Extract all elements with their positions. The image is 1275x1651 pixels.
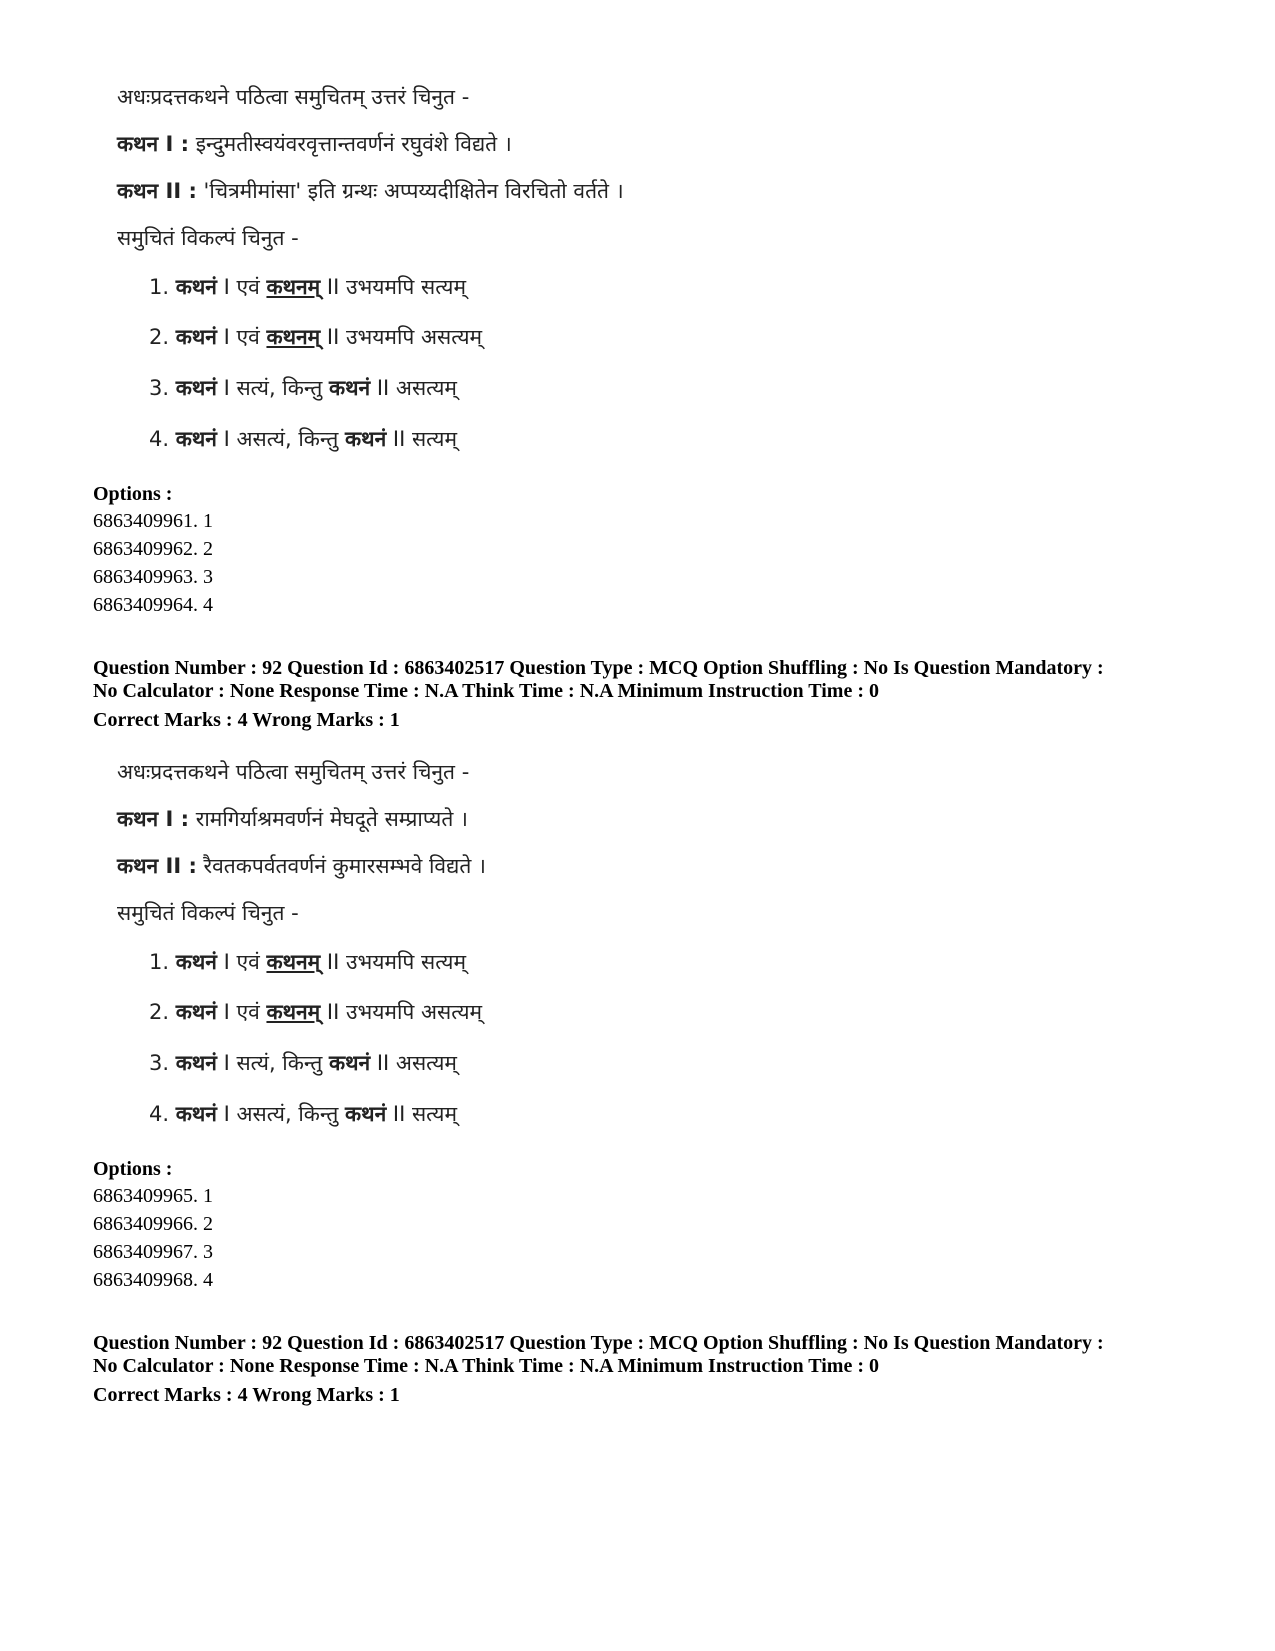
choice-end: II असत्यम् bbox=[370, 1051, 457, 1075]
choice-term-a: कथनं bbox=[175, 376, 217, 400]
choice-term-a: कथनं bbox=[175, 1102, 217, 1126]
choice-term-a: कथनं bbox=[175, 1051, 217, 1075]
choice-number: 2. bbox=[149, 1000, 170, 1024]
choice-number: 4. bbox=[149, 1102, 170, 1126]
statement-2-text: रैवतकपर्वतवर्णनं कुमारसम्भवे विद्यते । bbox=[203, 854, 486, 878]
choice-1 bbox=[149, 272, 466, 302]
choice-end: II उभयमपि असत्यम् bbox=[320, 1000, 483, 1024]
choose-prompt: समुचितं विकल्पं चिनुत - bbox=[117, 226, 299, 250]
choice-number: 3. bbox=[149, 376, 170, 400]
choice-term-b: कथनम् bbox=[266, 950, 321, 974]
instruction: अधःप्रदत्तकथने पठित्वा समुचितम् उत्तरं चिनुत - bbox=[117, 760, 470, 784]
option-3: 6863409967. 3 bbox=[93, 1241, 213, 1263]
option-1: 6863409961. 1 bbox=[93, 510, 213, 532]
choice-term-a: कथनं bbox=[175, 325, 217, 349]
option-4: 6863409964. 4 bbox=[93, 594, 213, 616]
statement-1-label: कथन I : bbox=[117, 132, 190, 156]
statement-1-text: रामगिर्याश्रमवर्णनं मेघदूते सम्प्राप्यते । bbox=[195, 807, 468, 831]
choice-number: 2. bbox=[149, 325, 170, 349]
choice-number: 1. bbox=[149, 950, 170, 974]
choice-3 bbox=[149, 1048, 457, 1078]
choice-term-b: कथनं bbox=[345, 427, 387, 451]
choice-end: II सत्यम् bbox=[386, 1102, 457, 1126]
options-label: Options : bbox=[93, 483, 173, 505]
choice-end: II असत्यम् bbox=[370, 376, 457, 400]
choice-mid: I एवं bbox=[216, 275, 267, 299]
choice-term-a: कथनं bbox=[175, 275, 217, 299]
choice-2 bbox=[149, 322, 482, 352]
choice-end: II उभयमपि असत्यम् bbox=[320, 325, 483, 349]
statement-2-label: कथन II : bbox=[117, 179, 197, 203]
choice-end: II उभयमपि सत्यम् bbox=[320, 950, 467, 974]
statement-2 bbox=[117, 176, 624, 206]
choice-term-b: कथनं bbox=[328, 376, 371, 400]
choice-mid: I असत्यं, किन्तु bbox=[216, 1102, 346, 1126]
choice-mid: I असत्यं, किन्तु bbox=[216, 427, 346, 451]
question-meta-line-2: No Calculator : None Response Time : N.A Think Time : N.A Minimum Instruction Time : 0 bbox=[93, 680, 879, 702]
choice-2 bbox=[149, 997, 482, 1027]
question-meta-line-2: No Calculator : None Response Time : N.A Think Time : N.A Minimum Instruction Time : 0 bbox=[93, 1355, 879, 1377]
option-3: 6863409963. 3 bbox=[93, 566, 213, 588]
question-meta-line-1: Question Number : 92 Question Id : 6863402517 Question Type : MCQ Option Shuffling : No Is Question Mandatory : bbox=[93, 1332, 1104, 1354]
choice-end: II सत्यम् bbox=[386, 427, 457, 451]
option-1: 6863409965. 1 bbox=[93, 1185, 213, 1207]
choice-term-a: कथनं bbox=[175, 950, 217, 974]
choice-mid: I एवं bbox=[216, 325, 267, 349]
choice-term-b: कथनम् bbox=[266, 275, 321, 299]
choice-4 bbox=[149, 424, 457, 454]
statement-1-text: इन्दुमतीस्वयंवरवृत्तान्तवर्णनं रघुवंशे विद्यते । bbox=[195, 132, 512, 156]
question-marks: Correct Marks : 4 Wrong Marks : 1 bbox=[93, 709, 400, 731]
statement-1 bbox=[117, 129, 512, 159]
choice-number: 1. bbox=[149, 275, 170, 299]
choice-mid: I एवं bbox=[216, 950, 267, 974]
choose-prompt: समुचितं विकल्पं चिनुत - bbox=[117, 901, 299, 925]
statement-2 bbox=[117, 851, 486, 881]
statement-2-text: 'चित्रमीमांसा' इति ग्रन्थः अप्पय्यदीक्षितेन विरचितो वर्तते । bbox=[203, 179, 624, 203]
choice-term-b: कथनं bbox=[345, 1102, 387, 1126]
options-label: Options : bbox=[93, 1158, 173, 1180]
option-2: 6863409962. 2 bbox=[93, 538, 213, 560]
choice-mid: I सत्यं, किन्तु bbox=[216, 376, 329, 400]
choice-mid: I एवं bbox=[216, 1000, 267, 1024]
option-4: 6863409968. 4 bbox=[93, 1269, 213, 1291]
question-meta-line-1: Question Number : 92 Question Id : 6863402517 Question Type : MCQ Option Shuffling : No Is Question Mandatory : bbox=[93, 657, 1104, 679]
instruction: अधःप्रदत्तकथने पठित्वा समुचितम् उत्तरं चिनुत - bbox=[117, 85, 470, 109]
choice-term-b: कथनम् bbox=[266, 1000, 321, 1024]
statement-1-label: कथन I : bbox=[117, 807, 190, 831]
choice-term-a: कथनं bbox=[175, 1000, 217, 1024]
choice-term-b: कथनम् bbox=[266, 325, 321, 349]
choice-term-b: कथनं bbox=[328, 1051, 371, 1075]
choice-1 bbox=[149, 947, 466, 977]
choice-mid: I सत्यं, किन्तु bbox=[216, 1051, 329, 1075]
statement-2-label: कथन II : bbox=[117, 854, 197, 878]
choice-number: 3. bbox=[149, 1051, 170, 1075]
choice-end: II उभयमपि सत्यम् bbox=[320, 275, 467, 299]
choice-number: 4. bbox=[149, 427, 170, 451]
question-marks: Correct Marks : 4 Wrong Marks : 1 bbox=[93, 1384, 400, 1406]
statement-1 bbox=[117, 804, 468, 834]
choice-4 bbox=[149, 1099, 457, 1129]
option-2: 6863409966. 2 bbox=[93, 1213, 213, 1235]
choice-term-a: कथनं bbox=[175, 427, 217, 451]
choice-3 bbox=[149, 373, 457, 403]
